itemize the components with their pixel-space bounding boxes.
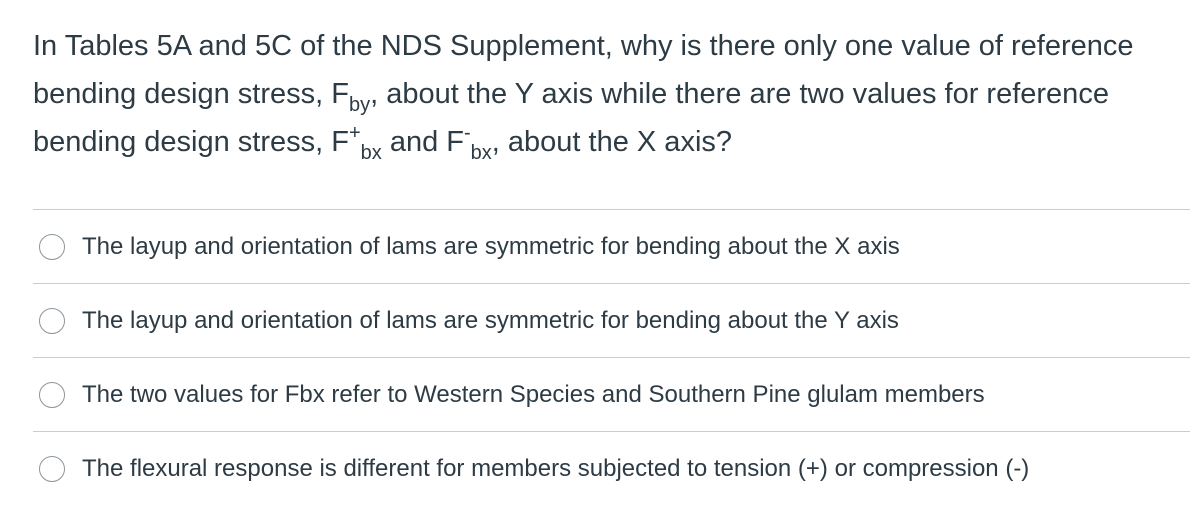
- question-text: [33, 22, 1183, 166]
- subscript-bx-2: bx: [470, 142, 492, 164]
- answer-option-2[interactable]: [33, 283, 1190, 357]
- answer-label: The flexural response is different for members subjected to tension (+) or compression (-): [82, 454, 1030, 482]
- answer-option-3[interactable]: [33, 357, 1190, 431]
- answer-list: [33, 209, 1190, 505]
- answer-label: The layup and orientation of lams are symmetric for bending about the Y axis: [82, 306, 899, 334]
- answer-label: The two values for Fbx refer to Western Species and Southern Pine glulam members: [82, 380, 985, 408]
- answer-option-1[interactable]: [33, 209, 1190, 283]
- radio-button-icon[interactable]: [39, 234, 65, 260]
- superscript-minus: -: [464, 122, 471, 144]
- radio-button-icon[interactable]: [39, 382, 65, 408]
- radio-button-icon[interactable]: [39, 456, 65, 482]
- question-part-4: , about the X axis?: [491, 126, 733, 158]
- radio-button-icon[interactable]: [39, 308, 65, 334]
- question-part-1: In Tables 5A and 5C of the NDS Supplement, why is there only one value of reference bending design stress, F: [33, 30, 1134, 110]
- answer-option-4[interactable]: [33, 431, 1190, 505]
- subscript-by: by: [348, 94, 371, 116]
- subscript-bx-1: bx: [360, 142, 382, 164]
- answer-label: The layup and orientation of lams are symmetric for bending about the X axis: [82, 232, 900, 260]
- question-part-2: , about the Y axis while there are two values for reference bending design stress, F: [33, 78, 1109, 158]
- question-part-3: and F: [381, 126, 464, 158]
- superscript-plus: +: [348, 122, 361, 144]
